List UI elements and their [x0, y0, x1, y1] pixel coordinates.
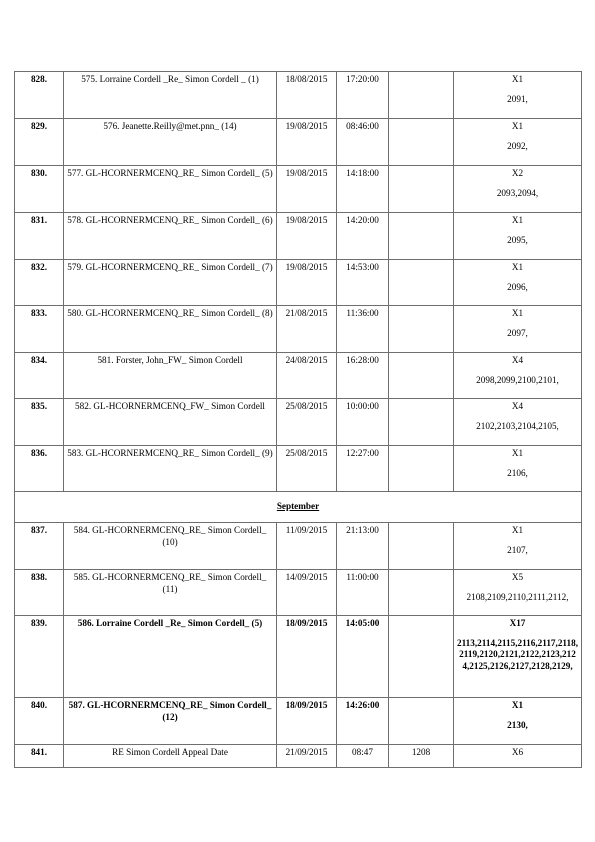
item-list: 2095, [507, 234, 528, 245]
row-number: 828. [15, 72, 64, 119]
row-date: 11/09/2015 [277, 523, 337, 570]
row-items [454, 399, 582, 446]
item-list: 2093,2094, [496, 187, 539, 198]
row-time: 08:46:00 [337, 119, 389, 166]
row-reference [389, 523, 454, 570]
table-row [15, 399, 582, 446]
row-description: RE Simon Cordell Appeal Date [64, 745, 277, 768]
row-reference [389, 698, 454, 745]
item-list: 2113,2114,2115,2116,2117,2118,2119,2120,2121,2122,2123,2124,2125,2126,2127,2128,2129, [457, 637, 578, 671]
item-count: X1 [511, 700, 524, 710]
row-items [454, 570, 582, 616]
item-count: X1 [511, 262, 524, 272]
row-date: 18/09/2015 [277, 698, 337, 745]
item-count: X2 [511, 168, 524, 178]
row-date: 14/09/2015 [277, 570, 337, 616]
row-description: 577. GL-HCORNERMCENQ_RE_ Simon Cordell_ (5) [64, 166, 277, 213]
row-items [454, 72, 582, 119]
item-count: X1 [511, 525, 524, 535]
item-list: 2096, [507, 281, 528, 292]
row-items [454, 616, 582, 698]
table-row [15, 616, 582, 698]
item-count: X6 [511, 747, 524, 757]
row-time: 11:00:00 [337, 570, 389, 616]
row-number: 832. [15, 260, 64, 306]
row-description: 581. Forster, John_FW_ Simon Cordell [64, 353, 277, 399]
row-description: 576. Jeanette.Reilly@met.pnn_ (14) [64, 119, 277, 166]
item-list: 2091, [507, 93, 528, 104]
item-count: X17 [509, 618, 526, 628]
month-row [15, 492, 582, 523]
row-time: 14:26:00 [337, 698, 389, 745]
row-reference [389, 166, 454, 213]
row-items [454, 353, 582, 399]
row-date: 25/08/2015 [277, 399, 337, 446]
row-date: 25/08/2015 [277, 446, 337, 492]
item-list: 2107, [507, 544, 528, 555]
row-date: 18/08/2015 [277, 72, 337, 119]
row-description: 575. Lorraine Cordell _Re_ Simon Cordell _ (1) [64, 72, 277, 119]
row-date: 19/08/2015 [277, 119, 337, 166]
row-description: 583. GL-HCORNERMCENQ_RE_ Simon Cordell_ (9) [64, 446, 277, 492]
row-items [454, 698, 582, 745]
row-time: 14:05:00 [337, 616, 389, 698]
item-count: X1 [511, 121, 524, 131]
row-time: 21:13:00 [337, 523, 389, 570]
table-row [15, 306, 582, 353]
row-date: 24/08/2015 [277, 353, 337, 399]
row-date: 18/09/2015 [277, 616, 337, 698]
item-list: 2098,2099,2100,2101, [476, 374, 559, 385]
table-row [15, 745, 582, 768]
table-row [15, 570, 582, 616]
row-items [454, 260, 582, 306]
row-date: 19/08/2015 [277, 166, 337, 213]
item-count: X4 [511, 355, 524, 365]
row-description: 578. GL-HCORNERMCENQ_RE_ Simon Cordell_ (6) [64, 213, 277, 260]
row-number: 838. [15, 570, 64, 616]
row-number: 839. [15, 616, 64, 698]
item-list: 2102,2103,2104,2105, [476, 420, 559, 431]
row-date: 21/09/2015 [277, 745, 337, 768]
row-reference [389, 260, 454, 306]
document-table [14, 71, 582, 768]
row-items [454, 523, 582, 570]
row-number: 841. [15, 745, 64, 768]
row-number: 837. [15, 523, 64, 570]
row-number: 835. [15, 399, 64, 446]
row-number: 831. [15, 213, 64, 260]
row-items [454, 306, 582, 353]
table-row [15, 523, 582, 570]
rows-september [15, 523, 582, 768]
row-reference: 1208 [389, 745, 454, 768]
row-description: 582. GL-HCORNERMCENQ_FW_ Simon Cordell [64, 399, 277, 446]
table-row [15, 353, 582, 399]
row-date: 19/08/2015 [277, 260, 337, 306]
item-list: 2092, [507, 140, 528, 151]
item-list: 2097, [507, 327, 528, 338]
item-count: X1 [511, 448, 524, 458]
table-row [15, 119, 582, 166]
row-items [454, 166, 582, 213]
row-description: 586. Lorraine Cordell _Re_ Simon Cordell_ (5) [64, 616, 277, 698]
row-time: 12:27:00 [337, 446, 389, 492]
item-count: X1 [511, 74, 524, 84]
item-count: X1 [511, 308, 524, 318]
row-reference [389, 119, 454, 166]
table-row [15, 166, 582, 213]
row-reference [389, 446, 454, 492]
row-reference [389, 72, 454, 119]
item-list: 2108,2109,2110,2111,2112, [466, 591, 569, 602]
row-date: 21/08/2015 [277, 306, 337, 353]
item-list: 2130, [507, 719, 528, 730]
item-count: X4 [511, 401, 524, 411]
row-description: 587. GL-HCORNERMCENQ_RE_ Simon Cordell_ (12) [64, 698, 277, 745]
row-reference [389, 616, 454, 698]
item-count: X1 [511, 215, 524, 225]
rows-august [15, 72, 582, 492]
month-heading: September [15, 492, 582, 523]
row-description: 580. GL-HCORNERMCENQ_RE_ Simon Cordell_ (8) [64, 306, 277, 353]
row-time: 14:53:00 [337, 260, 389, 306]
row-items [454, 745, 582, 768]
row-date: 19/08/2015 [277, 213, 337, 260]
row-items [454, 446, 582, 492]
row-reference [389, 570, 454, 616]
row-time: 08:47 [337, 745, 389, 768]
item-count: X5 [511, 572, 524, 582]
item-list: 2106, [507, 467, 528, 478]
row-reference [389, 306, 454, 353]
table-row [15, 446, 582, 492]
row-number: 840. [15, 698, 64, 745]
table-row [15, 260, 582, 306]
row-number: 836. [15, 446, 64, 492]
row-time: 14:20:00 [337, 213, 389, 260]
table-row [15, 698, 582, 745]
row-number: 830. [15, 166, 64, 213]
row-description: 579. GL-HCORNERMCENQ_RE_ Simon Cordell_ (7) [64, 260, 277, 306]
row-items [454, 213, 582, 260]
row-number: 829. [15, 119, 64, 166]
row-reference [389, 353, 454, 399]
row-time: 11:36:00 [337, 306, 389, 353]
row-description: 585. GL-HCORNERMCENQ_RE_ Simon Cordell_ (11) [64, 570, 277, 616]
row-reference [389, 213, 454, 260]
row-number: 834. [15, 353, 64, 399]
row-time: 14:18:00 [337, 166, 389, 213]
row-number: 833. [15, 306, 64, 353]
row-time: 17:20:00 [337, 72, 389, 119]
row-time: 16:28:00 [337, 353, 389, 399]
row-reference [389, 399, 454, 446]
row-time: 10:00:00 [337, 399, 389, 446]
table-row [15, 213, 582, 260]
row-items [454, 119, 582, 166]
row-description: 584. GL-HCORNERMCENQ_RE_ Simon Cordell_ (10) [64, 523, 277, 570]
table-row [15, 72, 582, 119]
